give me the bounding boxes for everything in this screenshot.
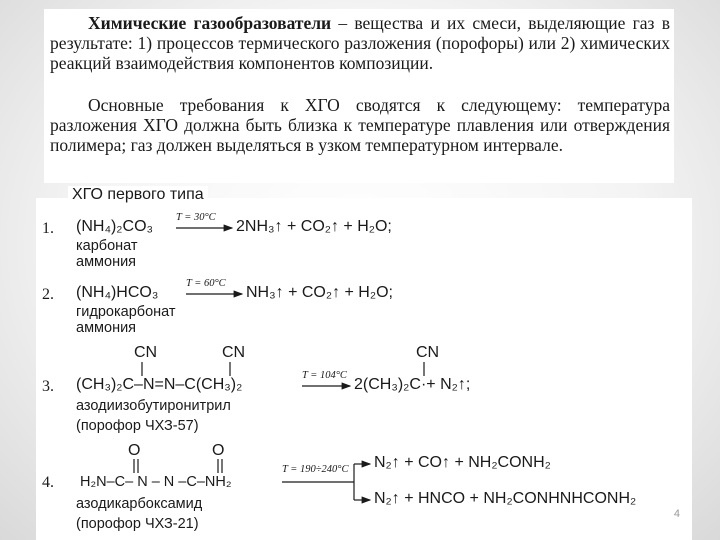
reaction-1-condition: T = 30°C: [176, 212, 216, 223]
reactions-panel: [36, 186, 692, 540]
reaction-3-number: 3.: [42, 378, 54, 395]
reaction-2-number: 2.: [42, 286, 54, 303]
reaction-4-oxygen-left: O: [128, 442, 141, 459]
reaction-3-cn-product: CN: [416, 344, 440, 361]
reaction-1-reactant: (NH₄)₂CO₃: [76, 218, 154, 235]
reaction-3-products: 2(CH₃)₂C·+ N₂↑;: [354, 376, 471, 393]
section-label: ХГО первого типа: [68, 186, 208, 204]
intro-term: Химические газообразователи: [88, 13, 332, 33]
intro-panel: [44, 9, 674, 183]
reaction-3-cn-left: CN: [134, 344, 158, 361]
reaction-4-name-1: азодикарбоксамид: [76, 496, 203, 512]
reaction-1-number: 1.: [42, 220, 54, 237]
reaction-4-condition: T = 190÷240°C: [282, 464, 349, 475]
reaction-4-reactant: H₂N–C– N – N –C–NH₂: [80, 474, 232, 490]
reaction-4-name-2: (порофор ЧХЗ-21): [76, 516, 199, 532]
reaction-2-products: NH₃↑ + CO₂↑ + H₂O;: [246, 284, 393, 301]
reaction-4-number: 4.: [42, 474, 54, 491]
reaction-3-name-1: азодиизобутиронитрил: [76, 398, 231, 414]
intro-paragraph: [50, 13, 670, 73]
reaction-3-name-2: (порофор ЧХЗ-57): [76, 418, 199, 434]
reaction-3-cn-right: CN: [222, 344, 246, 361]
reaction-4-products-b: N₂↑ + HNCO + NH₂CONHNHCONH₂: [374, 490, 637, 507]
reaction-1-products: 2NH₃↑ + CO₂↑ + H₂O;: [236, 218, 392, 235]
reaction-2-reactant: (NH₄)HCO₃: [76, 284, 159, 301]
reaction-2-name-2: аммония: [76, 320, 137, 336]
reaction-3-condition: T = 104°C: [302, 370, 347, 381]
reaction-2-name-1: гидрокарбонат: [76, 304, 176, 320]
reaction-4-oxygen-right: O: [212, 442, 225, 459]
reaction-4-products-a: N₂↑ + CO↑ + NH₂CONH₂: [374, 454, 551, 471]
reaction-1-name-1: карбонат: [76, 238, 138, 254]
reaction-1-name-2: аммония: [76, 254, 137, 270]
page-number: 4: [673, 508, 680, 520]
intro-definition: – вещества и их смеси, выделяющие газ в результате: 1) процессов термического разложения (порофоры) или 2) химических реакций взаимодействия компонентов композиции.: [50, 13, 670, 73]
reaction-2-condition: T = 60°C: [186, 278, 226, 289]
requirements-paragraph: Основные требования к ХГО сводятся к следующему: температура разложения ХГО должна быть близка к температуре плавления или отверждения полимера; газ должен выделяться в узком температурном интервале.: [50, 95, 670, 155]
reaction-3-reactant: (CH₃)₂C–N=N–C(CH₃)₂: [76, 376, 243, 393]
reaction-arrows: [36, 198, 692, 540]
